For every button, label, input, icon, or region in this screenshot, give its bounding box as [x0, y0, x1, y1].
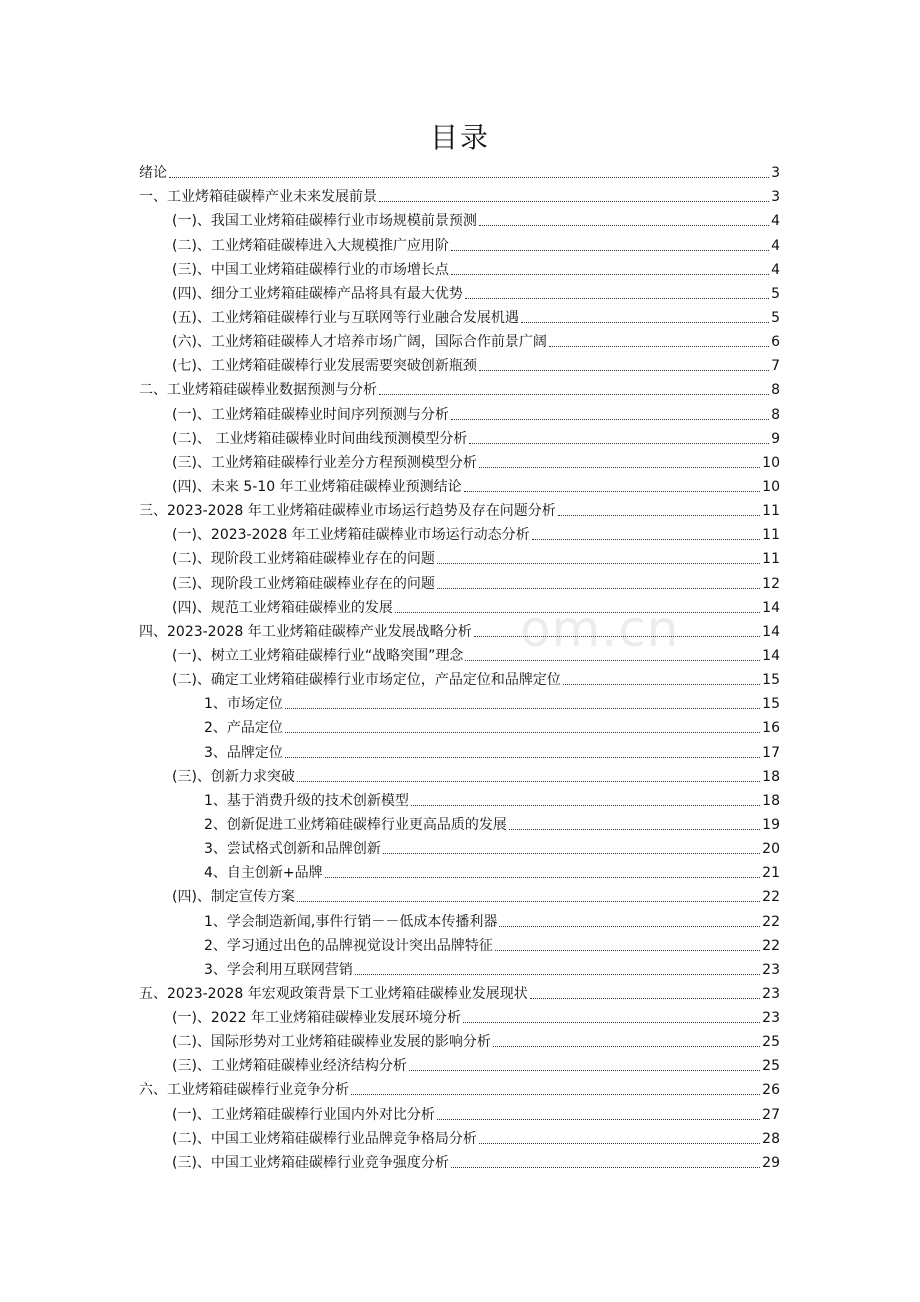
toc-entry-page: 21	[762, 865, 780, 882]
toc-entry[interactable]	[139, 1124, 780, 1148]
toc-entry-page: 20	[762, 841, 780, 858]
toc-entry[interactable]	[139, 1148, 780, 1172]
toc-dot-leader	[379, 393, 769, 395]
toc-dot-leader	[379, 200, 769, 202]
toc-dot-leader	[479, 1142, 760, 1144]
toc-dot-leader	[479, 369, 769, 371]
toc-entry[interactable]	[139, 520, 780, 544]
toc-entry-label: 二、工业烤箱硅碳棒业数据预测与分析	[139, 382, 377, 399]
toc-entry[interactable]	[139, 593, 780, 617]
toc-entry-page: 10	[762, 478, 780, 495]
toc-dot-leader	[465, 659, 760, 661]
toc-dot-leader	[464, 490, 761, 492]
toc-entry-page: 7	[771, 358, 780, 375]
toc-dot-leader	[532, 538, 760, 540]
toc-entry[interactable]	[139, 834, 780, 858]
toc-dot-leader	[558, 514, 760, 516]
toc-dot-leader	[509, 828, 760, 830]
toc-dot-leader	[469, 442, 769, 444]
toc-entry-page: 22	[762, 937, 780, 954]
toc-entry-page: 8	[771, 382, 780, 399]
toc-entry-label: (一)、工业烤箱硅碳棒业时间序列预测与分析	[172, 406, 449, 423]
toc-entry-label: (四)、规范工业烤箱硅碳棒业的发展	[172, 599, 393, 616]
toc-entry[interactable]	[139, 858, 780, 882]
toc-dot-leader	[479, 224, 769, 226]
watermark: om.cn	[520, 600, 680, 658]
toc-dot-leader	[530, 997, 760, 999]
toc-entry-label: (二)、现阶段工业烤箱硅碳棒业存在的问题	[172, 551, 435, 568]
toc-entry-page: 8	[771, 406, 780, 423]
toc-entry-label: (一)、2022 年工业烤箱硅碳棒业发展环境分析	[172, 1010, 462, 1027]
toc-entry[interactable]	[139, 786, 780, 810]
toc-entry-label: (六)、工业烤箱硅碳棒人才培养市场广阔，国际合作前景广阔	[172, 334, 547, 351]
toc-entry-page: 4	[771, 237, 780, 254]
toc-entry-page: 23	[762, 961, 780, 978]
toc-dot-leader	[474, 635, 760, 637]
toc-entry-label: (二)、工业烤箱硅碳棒进入大规模推广应用阶	[172, 237, 449, 254]
toc-entry[interactable]	[139, 955, 780, 979]
toc-entry-page: 6	[771, 334, 780, 351]
toc-entry-label: 1、基于消费升级的技术创新模型	[204, 792, 409, 809]
toc-entry[interactable]	[139, 1099, 780, 1123]
toc-entry-label: 四、2023-2028 年工业烤箱硅碳棒产业发展战略分析	[139, 623, 472, 640]
toc-entry-page: 16	[762, 720, 780, 737]
toc-dot-leader	[493, 1045, 760, 1047]
toc-entry-label: (三)、工业烤箱硅碳棒业经济结构分析	[172, 1058, 407, 1075]
toc-entry-label: (一)、树立工业烤箱硅碳棒行业“战略突围”理念	[172, 647, 464, 664]
toc-entry[interactable]	[139, 327, 780, 351]
toc-entry[interactable]	[139, 665, 780, 689]
toc-entry-label: 五、2023-2028 年宏观政策背景下工业烤箱硅碳棒业发展现状	[139, 985, 528, 1002]
toc-dot-leader	[495, 949, 760, 951]
toc-entry[interactable]	[139, 255, 780, 279]
toc-dot-leader	[169, 176, 769, 178]
toc-entry[interactable]	[139, 279, 780, 303]
toc-entry[interactable]	[139, 882, 780, 906]
toc-entry-label: 1、市场定位	[204, 696, 283, 713]
toc-entry-page: 14	[762, 599, 780, 616]
toc-dot-leader	[285, 756, 760, 758]
toc-dot-leader	[355, 973, 760, 975]
toc-entry-label: (三)、中国工业烤箱硅碳棒行业的市场增长点	[172, 261, 449, 278]
toc-entry-page: 28	[762, 1130, 780, 1147]
toc-entry-label: 2、学习通过出色的品牌视觉设计突出品牌特征	[204, 937, 493, 954]
toc-entry-page: 22	[762, 913, 780, 930]
toc-entry[interactable]	[139, 496, 780, 520]
toc-dot-leader	[499, 925, 760, 927]
toc-entry-page: 29	[762, 1154, 780, 1171]
toc-entry-label: (二)、国际形势对工业烤箱硅碳棒业发展的影响分析	[172, 1034, 491, 1051]
toc-entry[interactable]	[139, 424, 780, 448]
toc-entry[interactable]	[139, 810, 780, 834]
toc-entry-label: 六、工业烤箱硅碳棒行业竞争分析	[139, 1082, 349, 1099]
toc-entry-page: 3	[771, 189, 780, 206]
toc-dot-leader	[411, 804, 760, 806]
toc-dot-leader	[463, 1021, 760, 1023]
toc-entry-page: 4	[771, 213, 780, 230]
toc-entry-label: (二)、 工业烤箱硅碳棒业时间曲线预测模型分析	[172, 430, 468, 447]
toc-entry[interactable]	[139, 472, 780, 496]
toc-dot-leader	[383, 852, 760, 854]
toc-entry-page: 11	[762, 551, 780, 568]
toc-entry-label: (三)、创新力求突破	[172, 768, 295, 785]
toc-dot-leader	[297, 900, 760, 902]
toc-entry-label: 2、创新促进工业烤箱硅碳棒行业更高品质的发展	[204, 816, 507, 833]
toc-entry[interactable]	[139, 206, 780, 230]
toc-entry[interactable]	[139, 1027, 780, 1051]
toc-entry[interactable]	[139, 737, 780, 761]
toc-entry-label: 3、品牌定位	[204, 744, 283, 761]
toc-entry[interactable]	[139, 1075, 780, 1099]
toc-entry[interactable]	[139, 399, 780, 423]
toc-entry-page: 26	[762, 1082, 780, 1099]
toc-entry-label: (四)、制定宣传方案	[172, 889, 295, 906]
toc-entry[interactable]	[139, 375, 780, 399]
toc-entry-page: 4	[771, 261, 780, 278]
toc-entry[interactable]	[139, 1051, 780, 1075]
toc-dot-leader	[451, 418, 769, 420]
toc-entry-page: 23	[762, 985, 780, 1002]
toc-entry-label: 三、2023-2028 年工业烤箱硅碳棒业市场运行趋势及存在问题分析	[139, 503, 556, 520]
toc-dot-leader	[395, 611, 760, 613]
toc-entry-page: 27	[762, 1106, 780, 1123]
toc-entry[interactable]	[139, 230, 780, 254]
toc-entry-label: (三)、现阶段工业烤箱硅碳棒业存在的问题	[172, 575, 435, 592]
toc-dot-leader	[465, 297, 769, 299]
toc-entry[interactable]	[139, 303, 780, 327]
toc-entry-label: 3、尝试格式创新和品牌创新	[204, 841, 381, 858]
toc-entry[interactable]	[139, 689, 780, 713]
toc-dot-leader	[563, 683, 760, 685]
toc-entry[interactable]	[139, 641, 780, 665]
toc-entry-page: 10	[762, 454, 780, 471]
toc-entry-label: (三)、工业烤箱硅碳棒行业差分方程预测模型分析	[172, 454, 477, 471]
toc-entry-label: 1、学会制造新闻,事件行销－－低成本传播利器	[204, 913, 498, 930]
toc-entry[interactable]	[139, 931, 780, 955]
toc-entry-page: 25	[762, 1058, 780, 1075]
toc-entry-page: 5	[771, 285, 780, 302]
toc-entry-label: (二)、确定工业烤箱硅碳棒行业市场定位，产品定位和品牌定位	[172, 672, 561, 689]
toc-entry-page: 3	[771, 165, 780, 182]
toc-entry-page: 25	[762, 1034, 780, 1051]
toc-entry[interactable]	[139, 617, 780, 641]
toc-entry[interactable]	[139, 762, 780, 786]
toc-entry-page: 14	[762, 647, 780, 664]
toc-entry-page: 23	[762, 1010, 780, 1027]
toc-entry-page: 5	[771, 309, 780, 326]
toc-entry-label: (七)、工业烤箱硅碳棒行业发展需要突破创新瓶颈	[172, 358, 477, 375]
toc-entry-page: 19	[762, 816, 780, 833]
toc-dot-leader	[409, 1069, 760, 1071]
page-title: 目录	[429, 121, 490, 154]
toc-entry[interactable]	[139, 713, 780, 737]
toc-entry-page: 18	[762, 792, 780, 809]
toc-dot-leader	[451, 1166, 760, 1168]
toc-entry-page: 15	[762, 672, 780, 689]
toc-dot-leader	[451, 249, 769, 251]
toc-entry-label: (四)、未来 5-10 年工业烤箱硅碳棒业预测结论	[172, 478, 462, 495]
toc-dot-leader	[437, 1118, 760, 1120]
toc-entry-label: 4、自主创新+品牌	[204, 865, 323, 882]
toc-entry-page: 17	[762, 744, 780, 761]
toc-dot-leader	[297, 780, 760, 782]
toc-entry-label: (二)、中国工业烤箱硅碳棒行业品牌竞争格局分析	[172, 1130, 477, 1147]
table-of-contents	[139, 158, 780, 1172]
toc-dot-leader	[325, 876, 761, 878]
toc-entry-page: 12	[762, 575, 780, 592]
toc-dot-leader	[285, 707, 760, 709]
toc-entry-label: (五)、工业烤箱硅碳棒行业与互联网等行业融合发展机遇	[172, 309, 519, 326]
toc-dot-leader	[549, 345, 769, 347]
toc-entry[interactable]	[139, 448, 780, 472]
toc-dot-leader	[437, 562, 760, 564]
toc-entry-label: (四)、细分工业烤箱硅碳棒产品将具有最大优势	[172, 285, 463, 302]
toc-entry[interactable]	[139, 158, 780, 182]
toc-entry[interactable]	[139, 568, 780, 592]
toc-entry-page: 22	[762, 889, 780, 906]
toc-entry[interactable]	[139, 1003, 780, 1027]
toc-entry-label: (一)、工业烤箱硅碳棒行业国内外对比分析	[172, 1106, 435, 1123]
toc-entry[interactable]	[139, 544, 780, 568]
toc-entry-label: 2、产品定位	[204, 720, 283, 737]
toc-entry-page: 11	[762, 527, 780, 544]
toc-dot-leader	[437, 587, 760, 589]
toc-entry-page: 11	[762, 503, 780, 520]
toc-entry-label: (三)、中国工业烤箱硅碳棒行业竞争强度分析	[172, 1154, 449, 1171]
toc-dot-leader	[351, 1093, 760, 1095]
toc-dot-leader	[521, 321, 769, 323]
toc-dot-leader	[479, 466, 760, 468]
toc-entry-label: 绪论	[139, 165, 167, 182]
toc-entry-label: 3、学会利用互联网营销	[204, 961, 353, 978]
toc-entry-page: 14	[762, 623, 780, 640]
toc-dot-leader	[285, 731, 760, 733]
toc-entry-label: 一、工业烤箱硅碳棒产业未来发展前景	[139, 189, 377, 206]
toc-entry[interactable]	[139, 351, 780, 375]
toc-entry-page: 18	[762, 768, 780, 785]
toc-dot-leader	[451, 273, 769, 275]
toc-entry-page: 9	[771, 430, 780, 447]
toc-entry[interactable]	[139, 906, 780, 930]
toc-entry-page: 15	[762, 696, 780, 713]
toc-entry-label: (一)、2023-2028 年工业烤箱硅碳棒业市场运行动态分析	[172, 527, 530, 544]
toc-entry-label: (一)、我国工业烤箱硅碳棒行业市场规模前景预测	[172, 213, 477, 230]
toc-entry[interactable]	[139, 979, 780, 1003]
toc-entry[interactable]	[139, 182, 780, 206]
